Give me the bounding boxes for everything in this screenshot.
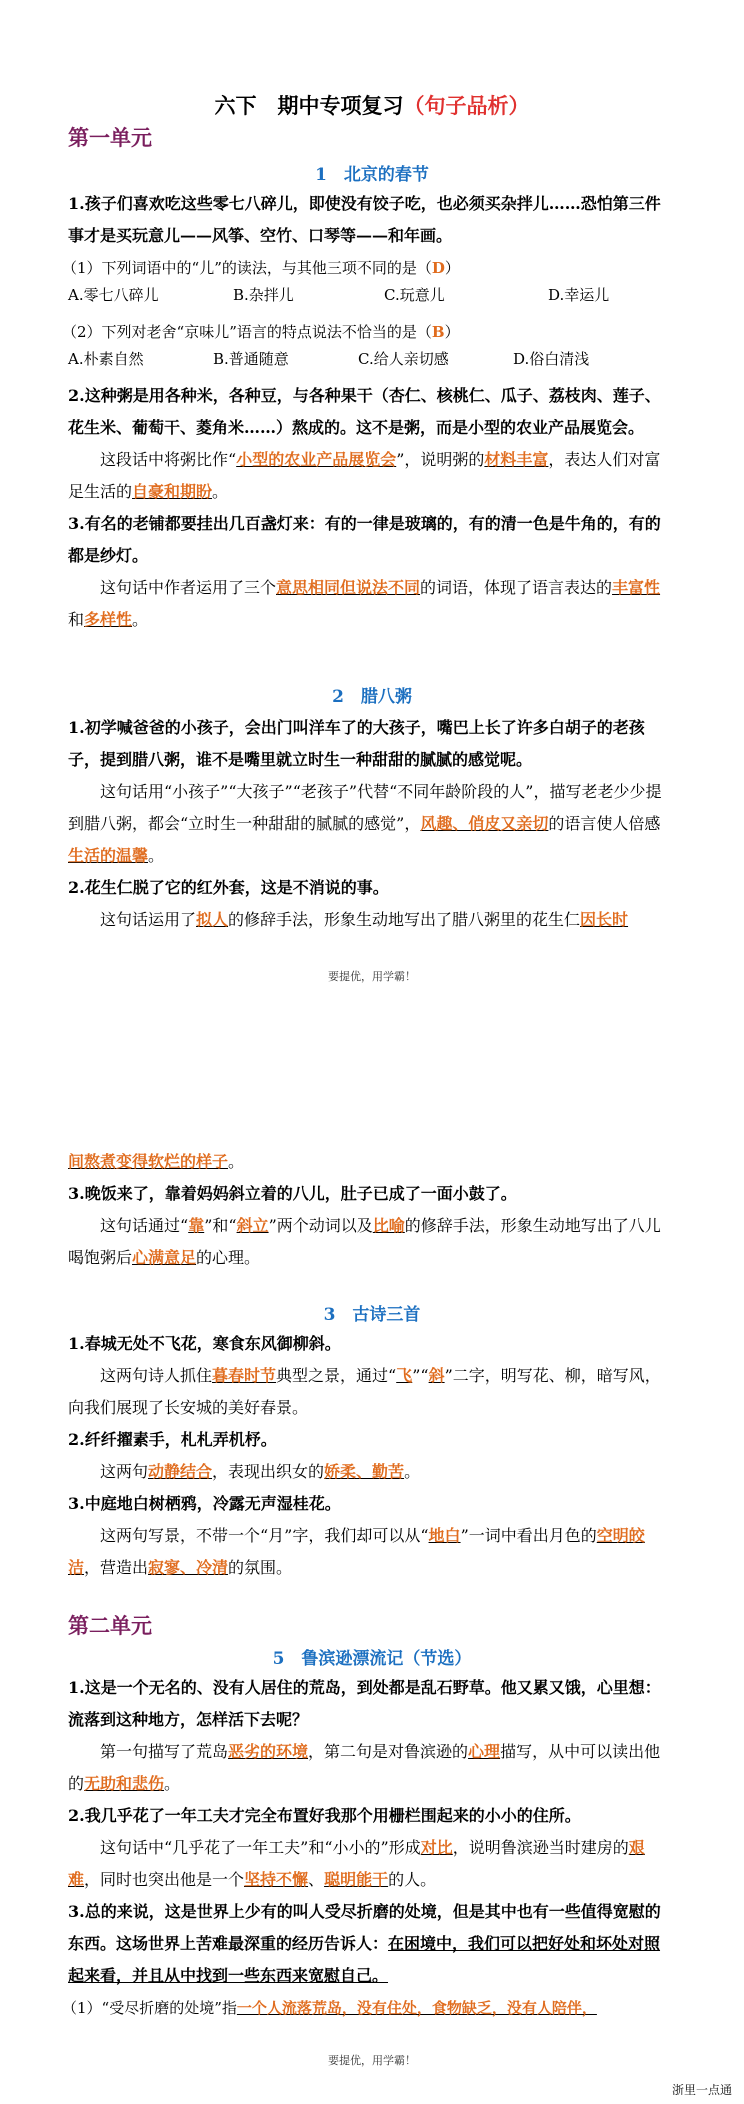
highlight: 坚持不懈 [244, 1870, 309, 1889]
analysis-2-2-part1: 这句话运用了拟人的修辞手法，形象生动地写出了腊八粥里的花生仁因长时 [100, 910, 629, 929]
page-footer: 要提优，用学霸！ [328, 2054, 416, 2067]
page-title [0, 90, 744, 120]
analysis-1-2: 这段话中将粥比作“小型的农业产品展览会”，说明粥的材料丰富，表达人们对富足生活的自豪和期盼。 [68, 450, 661, 501]
highlight: 意思相同但说法不同 [276, 578, 421, 597]
highlight: 生活的温馨 [68, 846, 149, 865]
analysis-3-1: 这两句诗人抓住暮春时节典型之景，通过“飞”“斜”二字，明写花、柳，暗写风，向我们展现了长安城的美好春景。 [68, 1366, 661, 1417]
highlight: 风趣、俏皮又亲切 [420, 814, 549, 833]
lesson-heading-2: 2 腊八粥 [332, 687, 412, 707]
highlight: 丰富性 [612, 578, 661, 597]
answer-1b: B [431, 323, 445, 341]
highlight: 娇柔、勤苦 [324, 1462, 405, 1481]
option-1a-b: B.杂拌儿 [233, 286, 294, 304]
question-5-3: 3.总的来说，这是世界上少有的叫人受尽折磨的处境，但是其中也有一些值得宽慰的东西。这场世界上苦难最深重的经历告诉人：在困境中，我们可以把好处和坏处对照起来看，并且从中找到一些东西来宽慰自己。 [68, 1902, 661, 1985]
highlight: 比喻 [372, 1216, 405, 1235]
highlight: 因长时 [580, 910, 629, 929]
highlight: 动静结合 [148, 1462, 213, 1481]
highlight: 暮春时节 [212, 1366, 277, 1385]
analysis-5-1: 第一句描写了荒岛恶劣的环境，第二句是对鲁滨逊的心理描写，从中可以读出他的无助和悲伤。 [68, 1742, 661, 1793]
question-5-2: 2.我几乎花了一年工夫才完全布置好我那个用栅栏围起来的小小的住所。 [68, 1806, 581, 1825]
highlight: 无助和悲伤 [84, 1774, 165, 1793]
highlight: 一个人流落荒岛，没有住处，食物缺乏，没有人陪伴， [236, 1999, 597, 2017]
sub-question-5-3a: （1）“受尽折磨的处境”指一个人流落荒岛，没有住处，食物缺乏，没有人陪伴， [62, 1999, 597, 2017]
highlight: 空明皎洁 [68, 1526, 645, 1577]
question-1-3: 3.有名的老铺都要挂出几百盏灯来：有的一律是玻璃的，有的清一色是牛角的，有的都是纱灯。 [68, 514, 661, 565]
highlight: 寂寥、冷清 [148, 1558, 229, 1577]
page-footer: 要提优，用学霸！ [328, 970, 416, 983]
highlight: 小型的农业产品展览会 [236, 450, 397, 469]
highlight: 自豪和期盼 [132, 482, 213, 501]
option-1b-c: C.给人亲切感 [358, 350, 449, 368]
question-2-3: 3.晚饭来了，靠着妈妈斜立着的八儿，肚子已成了一面小鼓了。 [68, 1184, 517, 1203]
title-main: 六下 期中专项复习 [214, 93, 404, 118]
options-1b [68, 348, 676, 380]
question-1-2: 2.这种粥是用各种米，各种豆，与各种果干（杏仁、核桃仁、瓜子、荔枝肉、莲子、花生米、葡萄干、菱角米……）熬成的。这不是粥，而是小型的农业产品展览会。 [68, 386, 661, 437]
analysis-1-3: 这句话中作者运用了三个意思相同但说法不同的词语，体现了语言表达的丰富性和多样性。 [68, 578, 661, 629]
answer-1a: D [431, 259, 445, 277]
option-1a-c: C.玩意儿 [384, 286, 445, 304]
option-1a-d: D.幸运儿 [548, 286, 610, 304]
highlight: 聪明能干 [324, 1870, 389, 1889]
lesson-heading-1: 1 北京的春节 [315, 165, 429, 185]
question-3-3: 3.中庭地白树栖鸦，冷露无声湿桂花。 [68, 1494, 341, 1513]
analysis-3-3: 这两句写景，不带一个“月”字，我们却可以从“地白”一词中看出月色的空明皎洁，营造出寂寥、冷清的氛围。 [68, 1526, 645, 1577]
lesson-heading-3: 3 古诗三首 [323, 1305, 421, 1325]
option-1b-d: D.俗白清浅 [513, 350, 590, 368]
analysis-2-2-part2: 间熬煮变得软烂的样子。 [68, 1152, 245, 1171]
highlight: 心满意足 [132, 1248, 197, 1267]
title-paren: （句子品析） [403, 93, 530, 118]
question-2-1: 1.初学喊爸爸的小孩子，会出门叫洋车了的大孩子，嘴巴上长了许多白胡子的老孩子，提到腊八粥，谁不是嘴里就立时生一种甜甜的腻腻的感觉呢。 [68, 718, 645, 769]
highlight: 斜 [428, 1366, 445, 1385]
unit-heading-1: 第一单元 [68, 125, 152, 150]
highlight: 飞 [396, 1366, 413, 1385]
highlight: 靠 [188, 1216, 205, 1235]
question-5-1: 1.这是一个无名的、没有人居住的荒岛，到处都是乱石野草。他又累又饿，心里想：流落到这种地方，怎样活下去呢？ [68, 1678, 661, 1729]
highlight: 材料丰富 [484, 450, 549, 469]
highlight: 心理 [468, 1742, 501, 1761]
highlight: 斜立 [236, 1216, 269, 1235]
option-1b-a: A.朴素自然 [68, 350, 144, 368]
question-3-1: 1.春城无处不飞花，寒食东风御柳斜。 [68, 1334, 341, 1353]
question-2-2: 2.花生仁脱了它的红外套，这是不消说的事。 [68, 878, 389, 897]
question-3-2: 2.纤纤擢素手，札札弄机杼。 [68, 1430, 277, 1449]
sub-question-1b: （2）下列对老舍“京味儿”语言的特点说法不恰当的是（B） [62, 323, 460, 341]
unit-heading-2: 第二单元 [68, 1613, 152, 1638]
highlight: 多样性 [84, 610, 133, 629]
highlight: 对比 [420, 1838, 453, 1857]
analysis-2-3: 这句话通过“靠”和“斜立”两个动词以及比喻的修辞手法，形象生动地写出了八儿喝饱粥后心满意足的心理。 [68, 1216, 661, 1267]
highlight: 拟人 [196, 910, 229, 929]
lesson-heading-5: 5 鲁滨逊漂流记（节选） [272, 1649, 472, 1669]
sub-question-1a: （1）下列词语中的“儿”的读法，与其他三项不同的是（D） [62, 259, 460, 277]
analysis-5-2: 这句话中“几乎花了一年工夫”和“小小的”形成对比，说明鲁滨逊当时建房的艰难，同时也突出他是一个坚持不懈、聪明能干的人。 [68, 1838, 645, 1889]
option-1b-b: B.普通随意 [213, 350, 289, 368]
highlight: 艰难 [68, 1838, 645, 1889]
options-1a [68, 284, 676, 316]
highlight: 间熬煮变得软烂的样子 [68, 1152, 229, 1171]
brand-watermark: 浙里一点通 [671, 2083, 732, 2097]
underlined-sentence: 在困境中，我们可以把好处和坏处对照起来看，并且从中找到一些东西来宽慰自己。 [68, 1934, 661, 1985]
analysis-2-1: 这句话用“小孩子”“大孩子”“老孩子”代替“不同年龄阶段的人”，描写老老少少提到腊八粥，都会“立时生一种甜甜的腻腻的感觉”，风趣、俏皮又亲切的语言使人倍感生活的温馨。 [68, 782, 662, 865]
highlight: 地白 [428, 1526, 461, 1545]
question-1-1: 1.孩子们喜欢吃这些零七八碎儿，即使没有饺子吃，也必须买杂拌儿……恐怕第三件事才是买玩意儿——风筝、空竹、口琴等——和年画。 [68, 194, 661, 245]
highlight: 恶劣的环境 [228, 1742, 309, 1761]
analysis-3-2: 这两句动静结合，表现出织女的娇柔、勤苦。 [100, 1462, 421, 1481]
option-1a-a: A.零七八碎儿 [68, 286, 159, 304]
